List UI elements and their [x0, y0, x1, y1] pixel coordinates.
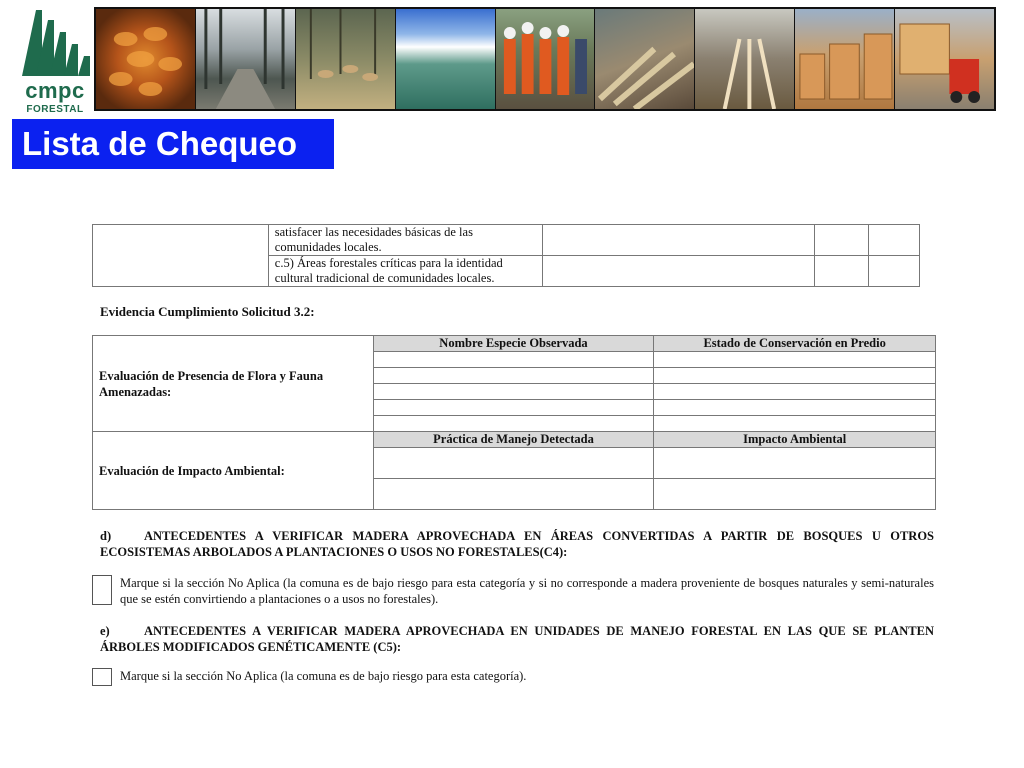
state-cell[interactable]: [654, 400, 936, 416]
photo-banner: [94, 7, 996, 111]
logo-text-cmpc: cmpc: [25, 78, 85, 103]
plantation-aerial-photo: [396, 9, 496, 109]
table-row: [93, 336, 936, 352]
tree-stripes-icon: [18, 10, 92, 80]
table-row: [93, 432, 936, 448]
section-d-checkbox-label: Marque si la sección No Aplica (la comuna es de bajo riesgo para esta categoría y si no corresponde a madera proveniente de bosques naturales y semi-naturales que se estén convirtiendo a plantaciones o a usos no forestales).: [120, 576, 934, 606]
page-title-box: [12, 119, 334, 169]
page-title: Lista de Chequeo: [22, 125, 298, 162]
forklift-lumber-photo: [895, 9, 994, 109]
empty-cell: [93, 225, 269, 287]
section-e-text: ANTECEDENTES A VERIFICAR MADERA APROVECHADA EN UNIDADES DE MANEJO FORESTAL EN LAS QUE SE PLANTEN ÁRBOLES MODIFICADOS GENÉTICAMENTE (C5):: [100, 624, 934, 654]
impact-cell[interactable]: [654, 448, 936, 479]
section-d-letter: d): [100, 529, 112, 543]
forest-road-photo: [196, 9, 296, 109]
criteria-table-continued: [92, 224, 920, 287]
section-d-heading: [100, 528, 934, 560]
evidence-cell[interactable]: [543, 256, 815, 287]
species-cell[interactable]: [373, 368, 654, 384]
evidence-label: Evidencia Cumplimiento Solicitud 3.2:: [100, 304, 315, 319]
col-impact-header: Impacto Ambiental: [654, 432, 936, 448]
flora-fauna-label: Evaluación de Presencia de Flora y Fauna Amenazadas:: [93, 336, 374, 432]
section-e-letter: e): [100, 624, 110, 638]
col-species-header: Nombre Especie Observada: [373, 336, 654, 352]
section-d-checkbox-row: [92, 575, 934, 607]
state-cell[interactable]: [654, 384, 936, 400]
state-cell[interactable]: [654, 368, 936, 384]
section-e-checkbox-label: Marque si la sección No Aplica (la comuna es de bajo riesgo para esta categoría).: [120, 669, 527, 683]
criterion-text: satisfacer las necesidades básicas de las comunidades locales.: [268, 225, 543, 256]
col-state-header: Estado de Conservación en Predio: [654, 336, 936, 352]
species-cell[interactable]: [373, 400, 654, 416]
species-cell[interactable]: [373, 416, 654, 432]
criterion-text: c.5) Áreas forestales críticas para la identidad cultural tradicional de comunidades locales.: [268, 256, 543, 287]
logo-text-forestal: FORESTAL: [26, 104, 84, 115]
impact-label: Evaluación de Impacto Ambiental:: [93, 432, 374, 510]
no-cell[interactable]: [869, 225, 920, 256]
col-practice-header: Práctica de Manejo Detectada: [373, 432, 654, 448]
section-d-not-applicable-checkbox[interactable]: [92, 575, 112, 605]
deer-in-forest-photo: [296, 9, 396, 109]
section-e-heading: [100, 623, 934, 655]
evidence-cell[interactable]: [543, 225, 815, 256]
yes-cell[interactable]: [815, 225, 869, 256]
species-cell[interactable]: [373, 384, 654, 400]
section-d-text: ANTECEDENTES A VERIFICAR MADERA APROVECHADA EN ÁREAS CONVERTIDAS A PARTIR DE BOSQUES U OTROS ECOSISTEMAS ARBOLADOS A PLANTACIONES O USOS NO FORESTALES(C4):: [100, 529, 934, 559]
species-cell[interactable]: [373, 352, 654, 368]
state-cell[interactable]: [654, 352, 936, 368]
section-e-not-applicable-checkbox[interactable]: [92, 668, 112, 686]
yes-cell[interactable]: [815, 256, 869, 287]
practice-cell[interactable]: [373, 448, 654, 479]
table-row: [93, 225, 920, 256]
section-e-checkbox-row: [92, 668, 934, 688]
sawmill-photo: [695, 9, 795, 109]
impact-cell[interactable]: [654, 479, 936, 510]
state-cell[interactable]: [654, 416, 936, 432]
practice-cell[interactable]: [373, 479, 654, 510]
evaluation-table: [92, 335, 936, 510]
lumber-stacks-photo: [795, 9, 895, 109]
pine-cone-photo: [96, 9, 196, 109]
log-yard-photo: [595, 9, 695, 109]
forest-workers-photo: [496, 9, 596, 109]
cmpc-forestal-logo: [18, 10, 92, 114]
no-cell[interactable]: [869, 256, 920, 287]
